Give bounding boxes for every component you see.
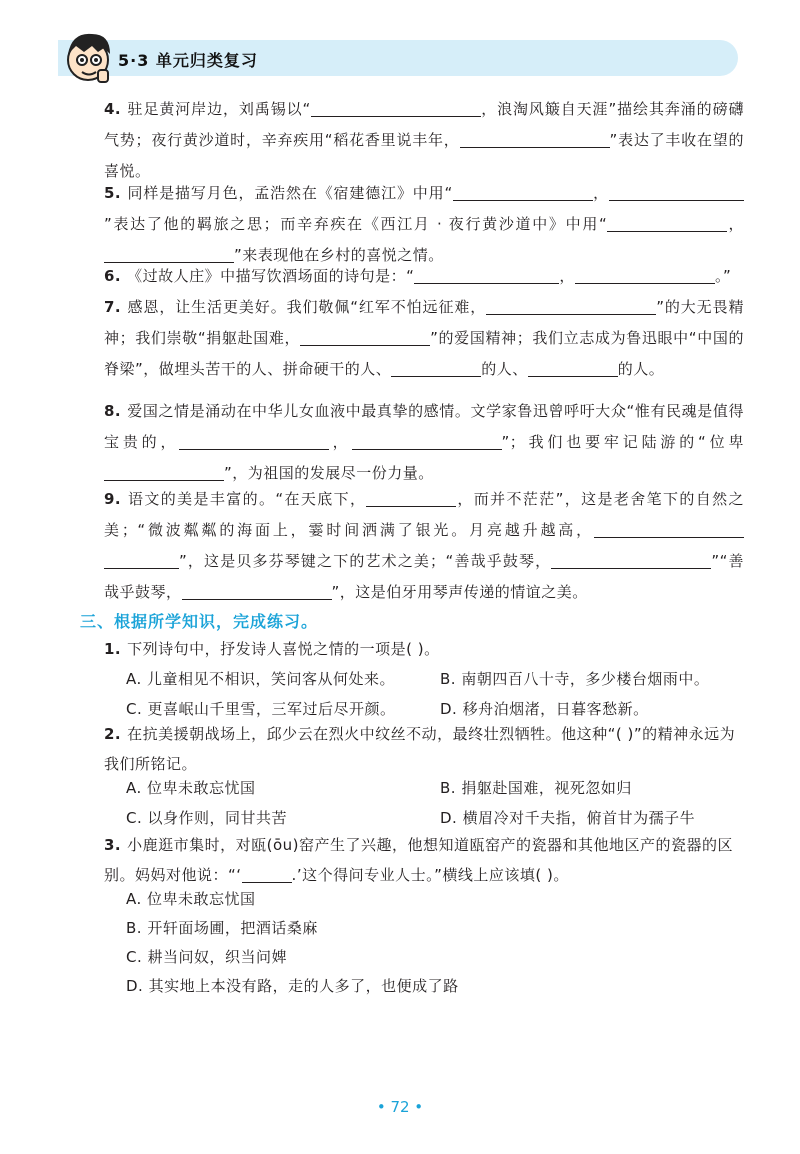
option-c[interactable]: C. 更喜岷山千里雪，三军过后尽开颜。 [126,700,396,718]
answer-blank[interactable] [609,182,744,201]
answer-blank[interactable] [300,327,430,346]
question-stem: .’这个得问专业人士。”横线上应该填( )。 [291,866,569,884]
item-text: ， [592,184,609,202]
item-number: 5. [104,184,122,202]
option-d[interactable]: D. 横眉冷对千夫指，俯首甘为孺子牛 [440,809,696,827]
page-header-title: 5·3 单元归类复习 [118,51,258,70]
mascot-icon [58,24,122,88]
item-number: 9. [104,490,122,508]
item-text: 同样是描写月色，孟浩然在《宿建德江》中用“ [127,184,453,202]
item-number: 6. [104,267,122,285]
answer-blank[interactable] [311,98,481,117]
answer-blank[interactable] [179,431,329,450]
question-stem: 下列诗句中，抒发诗人喜悦之情的一项是( )。 [127,640,440,658]
page-number: • 72 • [376,1098,424,1116]
answer-blank[interactable] [242,864,292,883]
option-d[interactable]: D. 移舟泊烟渚，日暮客愁新。 [440,700,649,718]
fill-item-6 [104,261,744,292]
option-c[interactable]: C. 以身作则，同甘共苦 [126,809,288,827]
item-text: ”，这是伯牙用琴声传递的情谊之美。 [331,583,588,601]
item-text: ”；我们也要牢记陆游的“位卑 [501,433,744,451]
answer-blank[interactable] [486,296,656,315]
answer-blank[interactable] [453,182,593,201]
choice-question-3 [104,830,744,890]
item-number: 8. [104,402,122,420]
item-text: ”来表现他在乡村的喜悦之情。 [234,246,444,264]
answer-blank[interactable] [414,265,559,284]
item-text: 感恩，让生活更美好。我们敬佩“红军不怕远征难， [127,298,487,316]
item-text: 的人。 [617,360,665,378]
fill-item-5 [104,178,744,271]
fill-item-4 [104,94,744,187]
item-number: 1. [104,640,122,658]
option-d[interactable]: D. 其实地上本没有路，走的人多了，也便成了路 [126,977,459,995]
choice-question-2 [104,719,744,779]
answer-blank[interactable] [182,581,332,600]
answer-blank[interactable] [551,550,711,569]
option-a[interactable]: A. 位卑未敢忘忧国 [126,779,256,797]
option-a[interactable]: A. 位卑未敢忘忧国 [126,890,256,908]
item-text: ”，为祖国的发展尽一份力量。 [224,464,434,482]
item-text: ”的大无畏精神；我们崇敬“捐躯赴国难， [104,298,744,347]
answer-blank[interactable] [366,488,456,507]
fill-item-9 [104,484,744,608]
item-text: ，浪淘风簸自天涯”描绘其奔涌的磅礴气势；夜行黄沙道时，辛弃疾用“稻花香里说丰年， [104,100,744,149]
item-text: 驻足黄河岸边，刘禹锡以“ [127,100,311,118]
item-text: ， [329,433,352,451]
answer-blank[interactable] [391,358,481,377]
item-text: ”表达了丰收在望的喜悦。 [104,131,744,180]
answer-blank[interactable] [575,265,715,284]
item-text: 语文的美是丰富的。“在天底下， [127,490,367,508]
answer-blank[interactable] [352,431,502,450]
answer-blank[interactable] [104,462,224,481]
item-text: ， [559,267,575,285]
question-stem: 在抗美援朝战场上，邱少云在烈火中纹丝不动，最终壮烈牺牲。他这种“( )”的精神永远为我们所铭记。 [104,725,736,773]
option-b[interactable]: B. 南朝四百八十寺，多少楼台烟雨中。 [440,670,710,688]
item-text: ，而并不茫茫”，这是老舍笔下的自然之美；“微波粼粼的海面上，霎时间洒满了银光。月亮越升越高， [104,490,744,539]
item-text: 的人、 [481,360,528,378]
item-text: ， [727,215,744,233]
item-number: 3. [104,836,122,854]
question-stem: 小鹿逛市集时，对瓯(ōu)窑产生了兴趣，他想知道瓯窑产的瓷器和其他地区产的瓷器的区别。妈妈对他说：“‘ [104,836,734,884]
answer-blank[interactable] [528,358,618,377]
section-title: 三、根据所学知识，完成练习。 [80,612,319,631]
answer-blank[interactable] [607,213,727,232]
item-text: ”表达了他的羁旅之思；而辛弃疾在《西江月 · 夜行黄沙道中》中用“ [104,215,608,233]
option-b[interactable]: B. 捐躯赴国难，视死忽如归 [440,779,632,797]
answer-blank[interactable] [460,129,610,148]
item-number: 7. [104,298,122,316]
item-text: ”的爱国精神；我们立志成为鲁迅眼中“中国的脊梁”，做埋头苦干的人、拼命硬干的人、 [104,329,745,378]
fill-item-7 [104,292,744,385]
item-text: ”，这是贝多芬琴键之下的艺术之美；“善哉乎鼓琴， [179,552,552,570]
fill-item-8 [104,396,744,489]
item-number: 2. [104,725,122,743]
item-text: 。” [714,267,732,285]
item-number: 4. [104,100,122,118]
option-b[interactable]: B. 开轩面场圃，把酒话桑麻 [126,919,318,937]
item-text: ”“善哉乎鼓琴， [104,552,744,601]
option-c[interactable]: C. 耕当问奴，织当问婢 [126,948,288,966]
option-a[interactable]: A. 儿童相见不相识，笑问客从何处来。 [126,670,396,688]
choice-question-1 [104,634,744,664]
item-text: 爱国之情是涌动在中华儿女血液中最真挚的感情。文学家鲁迅曾呼吁大众“惟有民魂是值得宝贵的， [104,402,744,451]
item-text: 《过故人庄》中描写饮酒场面的诗句是：“ [127,267,415,285]
answer-blank[interactable] [594,519,744,538]
answer-blank[interactable] [104,550,179,569]
